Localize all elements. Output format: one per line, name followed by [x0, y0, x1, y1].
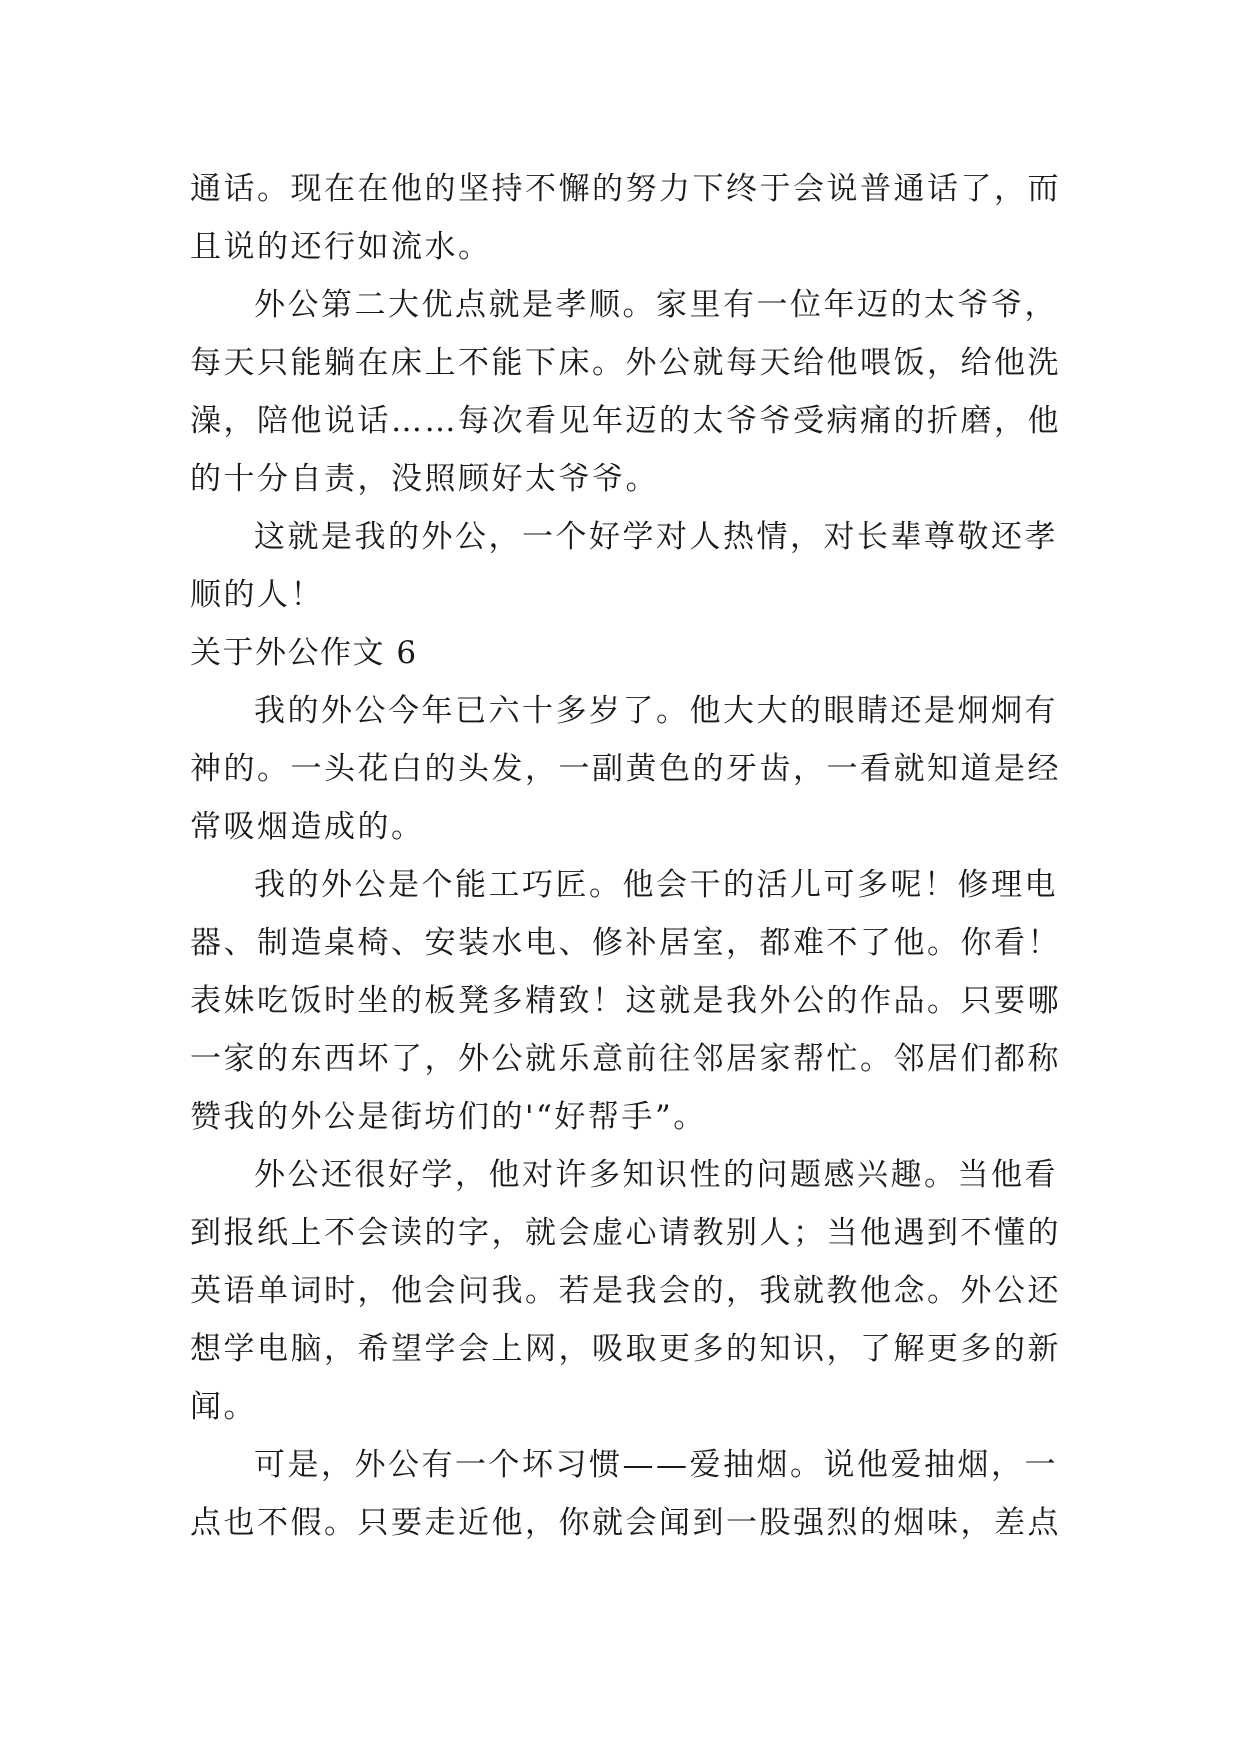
paragraph-start-line: 我的外公今年已六十多岁了。他大大的眼睛还是炯炯有 — [254, 693, 1058, 729]
text-line: 常吸烟造成的。 — [190, 809, 425, 845]
text-line: 顺的人！ — [190, 577, 324, 613]
text-line: 赞我的外公是街坊们的'“好帮手”。 — [190, 1099, 707, 1135]
text-line: 表妹吃饭时坐的板凳多精致！这就是我外公的作品。只要哪 — [190, 983, 1061, 1019]
section-heading: 关于外公作文 6 — [190, 635, 418, 671]
paragraph-start-line: 可是，外公有一个坏习惯——爱抽烟。说他爱抽烟，一 — [254, 1447, 1058, 1483]
text-line: 澡，陪他说话……每次看见年迈的太爷爷受病痛的折磨，他 — [190, 403, 1061, 439]
text-line: 神的。一头花白的头发，一副黄色的牙齿，一看就知道是经 — [190, 751, 1061, 787]
text-line: 英语单词时，他会问我。若是我会的，我就教他念。外公还 — [190, 1273, 1061, 1309]
text-line: 想学电脑，希望学会上网，吸取更多的知识，了解更多的新 — [190, 1331, 1061, 1367]
paragraph-start-line: 我的外公是个能工巧匠。他会干的活儿可多呢！修理电 — [254, 867, 1058, 903]
text-line: 通话。现在在他的坚持不懈的努力下终于会说普通话了，而 — [190, 171, 1061, 207]
text-line: 一家的东西坏了，外公就乐意前往邻居家帮忙。邻居们都称 — [190, 1041, 1061, 1077]
text-line: 闻。 — [190, 1389, 257, 1425]
essay-body — [190, 160, 1070, 1552]
text-line: 器、制造桌椅、安装水电、修补居室，都难不了他。你看！ — [190, 925, 1061, 961]
paragraph-start-line: 外公第二大优点就是孝顺。家里有一位年迈的太爷爷， — [254, 287, 1058, 323]
text-line: 到报纸上不会读的字，就会虚心请教别人；当他遇到不懂的 — [190, 1215, 1061, 1251]
text-line: 点也不假。只要走近他，你就会闻到一股强烈的烟味，差点 — [190, 1505, 1061, 1541]
paragraph-start-line: 这就是我的外公，一个好学对人热情，对长辈尊敬还孝 — [254, 519, 1058, 555]
text-line: 的十分自责，没照顾好太爷爷。 — [190, 461, 659, 497]
paragraph-start-line: 外公还很好学，他对许多知识性的问题感兴趣。当他看 — [254, 1157, 1058, 1193]
text-line: 且说的还行如流水。 — [190, 229, 492, 265]
text-line: 每天只能躺在床上不能下床。外公就每天给他喂饭，给他洗 — [190, 345, 1061, 381]
